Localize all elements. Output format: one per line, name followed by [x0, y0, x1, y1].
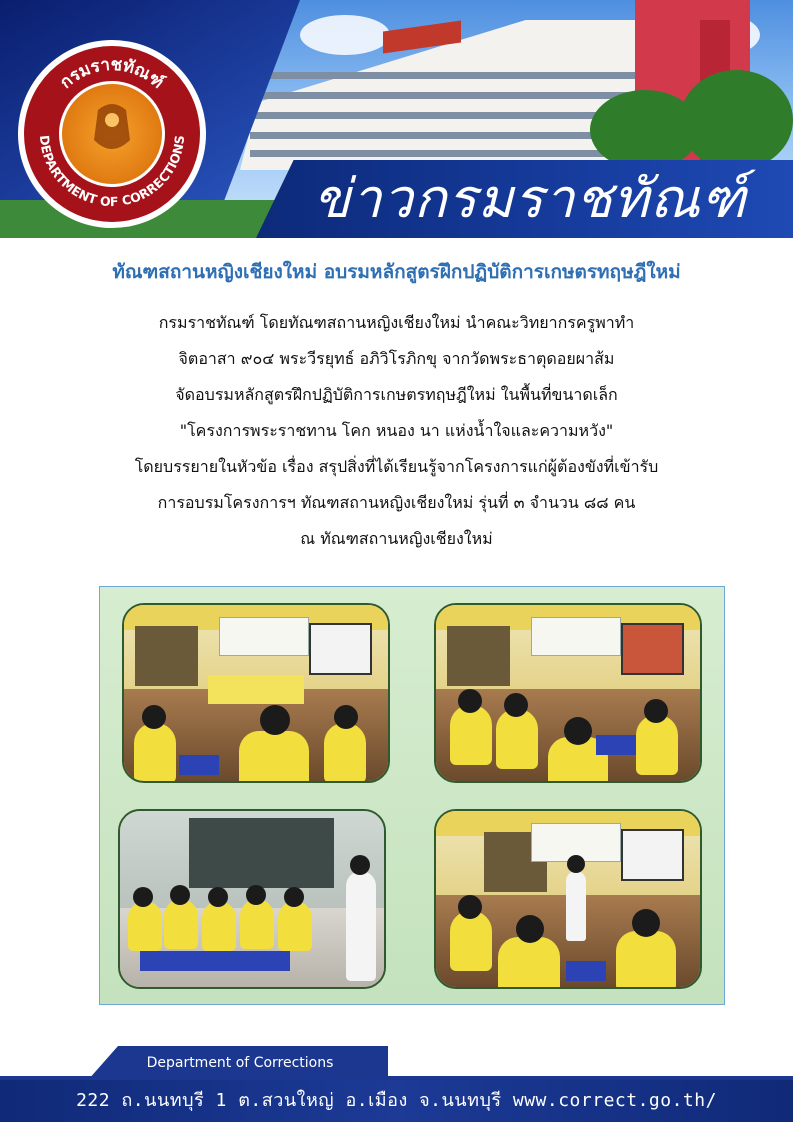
paragraph-line: "โครงการพระราชทาน โคก หนอง นา แห่งน้ำใจและความหวัง" [179, 421, 614, 440]
svg-text:กรมราชทัณฑ์ [56, 55, 168, 93]
paragraph-line: การอบรมโครงการฯ ทัณฑสถานหญิงเชียงใหม่ รุ่นที่ ๓ จำนวน ๘๘ คน [157, 493, 636, 512]
banner-title: ข่าวกรมราชทัณฑ์ [313, 167, 747, 230]
event-photo-4 [434, 809, 702, 989]
seal-bottom-text: DEPARTMENT OF CORRECTIONS [36, 134, 188, 210]
article-headline: ทัณฑสถานหญิงเชียงใหม่ อบรมหลักสูตรฝึกปฏิบัติการเกษตรทฤษฎีใหม่ [112, 261, 681, 283]
paragraph-line: โดยบรรยายในหัวข้อ เรื่อง สรุปสิ่งที่ได้เรียนรู้จากโครงการแก่ผู้ต้องขังที่เข้ารับ [134, 457, 659, 476]
event-photo-3 [118, 809, 386, 989]
department-seal-logo [18, 40, 206, 228]
header-banner [0, 0, 793, 238]
paragraph-line: ณ ทัณฑสถานหญิงเชียงใหม่ [300, 529, 493, 548]
paragraph-line: จิตอาสา ๙๐๔ พระวีรยุทธ์ อภิวิโรภิกขุ จากวัดพระธาตุดอยผาส้ม [178, 349, 615, 368]
event-photo-2 [434, 603, 702, 783]
seal-lettering [18, 40, 206, 228]
photo-gallery [99, 586, 725, 1005]
article-body [40, 305, 753, 557]
paragraph-line: กรมราชทัณฑ์ โดยทัณฑสถานหญิงเชียงใหม่ นำคณะวิทยากรครูพาทำ [158, 313, 635, 332]
seal-top-text: กรมราชทัณฑ์ [56, 54, 168, 93]
tree [680, 70, 793, 170]
event-photo-1 [122, 603, 390, 783]
paragraph-line: จัดอบรมหลักสูตรฝึกปฏิบัติการเกษตรทฤษฎีใหม่ ในพื้นที่ขนาดเล็ก [175, 385, 618, 404]
footer-department-label: Department of Corrections [146, 1055, 334, 1071]
footer-address: 222 ถ.นนทบุรี 1 ต.สวนใหญ่ อ.เมือง จ.นนทบุรี www.correct.go.th/ [76, 1090, 717, 1111]
cloud [300, 15, 390, 55]
